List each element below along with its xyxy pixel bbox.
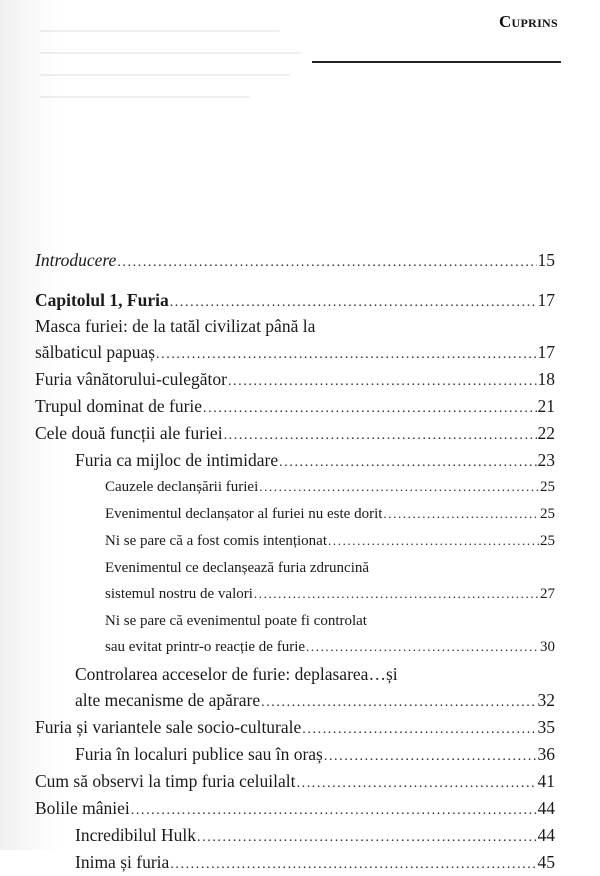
toc-label: sistemul nostru de valori — [105, 586, 253, 602]
leader-dots — [383, 503, 539, 525]
toc-entry-variante[interactable] — [35, 716, 555, 738]
toc-entry-masca[interactable] — [35, 341, 555, 363]
toc-label: Furia vânătorului-culegător — [35, 369, 227, 389]
toc-label: Evenimentul declanșator al furiei nu este dorit — [105, 506, 383, 522]
toc-page-number: 41 — [537, 771, 555, 791]
toc-label: alte mecanisme de apărare — [75, 690, 261, 710]
leader-dots — [259, 476, 539, 498]
toc-page-number: 36 — [537, 744, 555, 764]
toc-entry-trupul[interactable] — [35, 395, 555, 417]
toc-entry-observi[interactable] — [35, 770, 555, 792]
leader-dots — [117, 252, 536, 274]
leader-dots — [228, 371, 537, 393]
toc-page-number: 25 — [540, 533, 555, 549]
toc-page-number: 23 — [537, 450, 555, 470]
leader-dots — [254, 583, 539, 605]
running-header: Cuprins — [498, 12, 558, 31]
toc-page-number: 18 — [537, 369, 555, 389]
leader-dots — [302, 719, 536, 741]
toc-page-number: 27 — [540, 586, 555, 602]
toc-label: Capitolul 1, Furia — [35, 290, 169, 310]
toc-label: Cum să observi la timp furia celuilalt — [35, 771, 296, 791]
header-rule — [312, 61, 561, 63]
toc-page-number: 17 — [537, 290, 555, 310]
toc-page-number: 44 — [537, 798, 555, 818]
toc-entry-capitolul-1[interactable] — [35, 289, 555, 311]
toc-label: Cauzele declanșării furiei — [105, 479, 259, 495]
toc-label: Trupul dominat de furie — [35, 396, 203, 416]
toc-page-number: 17 — [537, 342, 555, 362]
toc-page-number: 30 — [540, 639, 555, 655]
toc-entry-masca-line1[interactable]: Masca furiei: de la tatăl civilizat până la — [35, 316, 316, 336]
toc-entry-inima[interactable] — [35, 851, 555, 873]
toc-label: sau evitat printr-o reacție de furie — [105, 639, 306, 655]
toc-page-number: 15 — [537, 250, 555, 270]
leader-dots — [203, 398, 536, 420]
toc-label: Bolile mâniei — [35, 798, 130, 818]
toc-entry-deplasarea[interactable] — [35, 689, 555, 711]
toc-label: Incredibilul Hulk — [75, 825, 197, 845]
toc-label: Inima și furia — [75, 852, 170, 872]
leader-dots — [197, 827, 536, 849]
toc-entry-zdruncina-line1[interactable]: Evenimentul ce declanșează furia zdruncină — [105, 560, 370, 576]
leader-dots — [261, 692, 536, 714]
table-of-contents — [35, 249, 555, 873]
toc-entry-bolile[interactable] — [35, 797, 555, 819]
leader-dots — [170, 292, 537, 314]
toc-label: Furia și variantele sale socio-culturale — [35, 717, 302, 737]
leader-dots — [328, 530, 539, 552]
toc-page-number: 35 — [537, 717, 555, 737]
toc-entry-intimidare[interactable] — [35, 449, 555, 471]
toc-entry-vanator[interactable] — [35, 368, 555, 390]
toc-entry-cauzele[interactable] — [35, 476, 555, 498]
leader-dots — [297, 773, 537, 795]
toc-label: Cele două funcții ale furiei — [35, 423, 223, 443]
toc-entry-controlat-line1[interactable]: Ni se pare că evenimentul poate fi controlat — [105, 613, 367, 629]
toc-page-number: 45 — [537, 852, 555, 872]
toc-entry-deplasarea-line1[interactable]: Controlarea acceselor de furie: deplasarea…și — [75, 664, 398, 684]
toc-entry-zdruncina[interactable] — [35, 583, 555, 605]
toc-page-number: 44 — [537, 825, 555, 845]
toc-entry-eveniment-nedorit[interactable] — [35, 503, 555, 525]
toc-entry-cele-doua-functii[interactable] — [35, 422, 555, 444]
toc-page-number: 25 — [540, 479, 555, 495]
toc-entry-controlat[interactable] — [35, 636, 555, 658]
toc-entry-introducere[interactable] — [35, 249, 555, 271]
leader-dots — [306, 636, 539, 658]
toc-label: Ni se pare că a fost comis intenționat — [105, 533, 328, 549]
leader-dots — [131, 800, 537, 822]
leader-dots — [324, 746, 537, 768]
toc-page-number: 32 — [537, 690, 555, 710]
toc-entry-intentionat[interactable] — [35, 530, 555, 552]
leader-dots — [170, 854, 536, 876]
toc-label: Introducere — [35, 250, 117, 270]
leader-dots — [279, 452, 536, 474]
leader-dots — [224, 425, 537, 447]
bleed-through-text — [40, 10, 310, 120]
toc-label: Furia ca mijloc de intimidare — [75, 450, 279, 470]
toc-entry-localuri[interactable] — [35, 743, 555, 765]
toc-label: sălbaticul papuaș — [35, 342, 156, 362]
leader-dots — [156, 344, 536, 366]
toc-entry-hulk[interactable] — [35, 824, 555, 846]
toc-page-number: 21 — [537, 396, 555, 416]
toc-page-number: 25 — [540, 506, 555, 522]
toc-page-number: 22 — [537, 423, 555, 443]
toc-label: Furia în localuri publice sau în oraș — [75, 744, 323, 764]
